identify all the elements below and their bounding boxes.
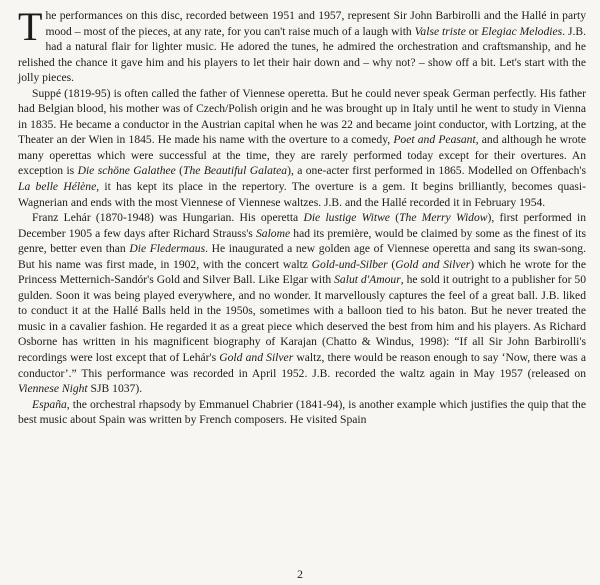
body-text xyxy=(18,4,587,428)
italic-run: Poet and Peasant xyxy=(393,133,476,147)
text-run: Franz Lehár (1870-1948) was Hungarian. His operetta xyxy=(32,211,304,225)
paragraph-2 xyxy=(18,86,586,210)
paragraph-3-text xyxy=(18,211,586,395)
italic-run: Die lustige Witwe xyxy=(303,211,390,225)
paragraph-2-text xyxy=(18,87,586,209)
text-run: or xyxy=(465,24,482,38)
drop-cap: T xyxy=(18,4,43,49)
text-run: . J.B. had a natural flair for lighter music. He adored the tunes, he admired the orchestration and craftsmanship, and he relished the chance it gave him and his players to let their hair down and – why not? – show off a bit. Let's start with the jolly pieces. xyxy=(18,24,586,85)
text-run: ( xyxy=(389,211,400,225)
text-run: SJB 1037). xyxy=(87,382,143,396)
text-run: . He inaugurated a new golden age of Viennese operetta and sang its swan-song. But his name was first made, in 1902, with the concert waltz xyxy=(18,242,586,271)
text-run: ), first performed in December 1905 a few days after Richard Strauss's xyxy=(18,211,587,240)
text-run: ), a one-acter first performed in 1865. Modelled on Offenbach's xyxy=(287,164,586,178)
italic-run: La belle Hélène xyxy=(18,180,97,194)
italic-run: Gold and Silver xyxy=(395,257,471,271)
italic-run: The Merry Widow xyxy=(399,211,488,225)
text-run: he performances on this disc, recorded between 1951 and 1957, represent Sir John Barbirolli and the Hallé in party mood – most of the pieces, at any rate, for you can't raise much of a laugh with xyxy=(45,9,586,38)
italic-run: Elegiac Melodies xyxy=(481,24,563,38)
paragraph-3 xyxy=(18,210,586,397)
italic-run: Salut d'Amour xyxy=(334,273,401,287)
text-run: , and although he wrote many operettas which were successful at the time, they are rarely performed today except for their overtures. An exception is xyxy=(18,133,586,178)
italic-run: Valse triste xyxy=(414,24,466,38)
italic-run: Die Fledermaus xyxy=(129,242,206,256)
text-run: Suppé (1819-95) is often called the father of Viennese operetta. But he could never speak German perfectly. His father had Belgian blood, his mother was of Czech/Polish origin and he was brought up in Italy until he went to study in Vienna in 1835. He became a conductor in the Austrian capital when he was 22 and became joint conductor, with Lortzing, at the Theater an der Wien in 1845. He made his name with the overture to a comedy, xyxy=(18,86,586,147)
paragraph-1-text xyxy=(18,4,586,85)
page-number: 2 xyxy=(297,568,303,581)
italic-run: Die schöne Galathee xyxy=(77,164,176,178)
italic-run: The Beautiful Galatea xyxy=(183,164,288,178)
text-run: waltz, there would be reason enough to say ‘Now, there was a conductor’.” This performance was recorded in April 1952. J.B. recorded the waltz again in May 1957 (released on xyxy=(18,351,587,380)
italic-run: Gold-und-Silber xyxy=(311,257,388,271)
paragraph-1 xyxy=(18,4,586,86)
paragraph-4-text xyxy=(18,398,586,427)
text-run: , it has kept its place in the repertory. The overture is a gem. It begins brilliantly, becomes quasi-Wagnerian and ends with the most Viennese of Viennese waltzes. J.B. and the Hallé recorded it in February 1954. xyxy=(18,180,586,209)
italic-run: España xyxy=(32,397,67,411)
text-run: ( xyxy=(387,257,396,271)
text-run: ( xyxy=(175,164,184,178)
text-run: , the orchestral rhapsody by Emmanuel Chabrier (1841-94), is another example which justifies the quip that the best music about Spain was written by French composers. He visited Spain xyxy=(18,397,586,427)
text-run: ) which he wrote for the Princess Metternich-Sandór's Gold and Silver Ball. Like Elgar with xyxy=(18,257,587,287)
italic-run: Viennese Night xyxy=(18,382,88,396)
text-run: had its première, would be claimed by some as the finest of its genre, better even than xyxy=(18,226,586,256)
text-run: , he sold it outright to a publisher for 50 gulden. Soon it was being played everywhere, and no wonder. It marvellously captures the feel of a great ball. J.B. liked to conduct it at the Hallé Balls held in the 1950s, sometimes with a balloon tied to his baton. But he never treated the music in a cavalier fashion. He regarded it as a great piece which deserved the best from him and his players. As Richard Osborne has written in his magnificent biography of Karajan (Chatto & Windus, 1998): “If all Sir John Barbirolli's recordings were lost except that of Lehár's xyxy=(18,273,586,365)
italic-run: Gold and Silver xyxy=(219,351,294,365)
paragraph-4 xyxy=(18,397,586,428)
italic-run: Salome xyxy=(255,226,291,240)
